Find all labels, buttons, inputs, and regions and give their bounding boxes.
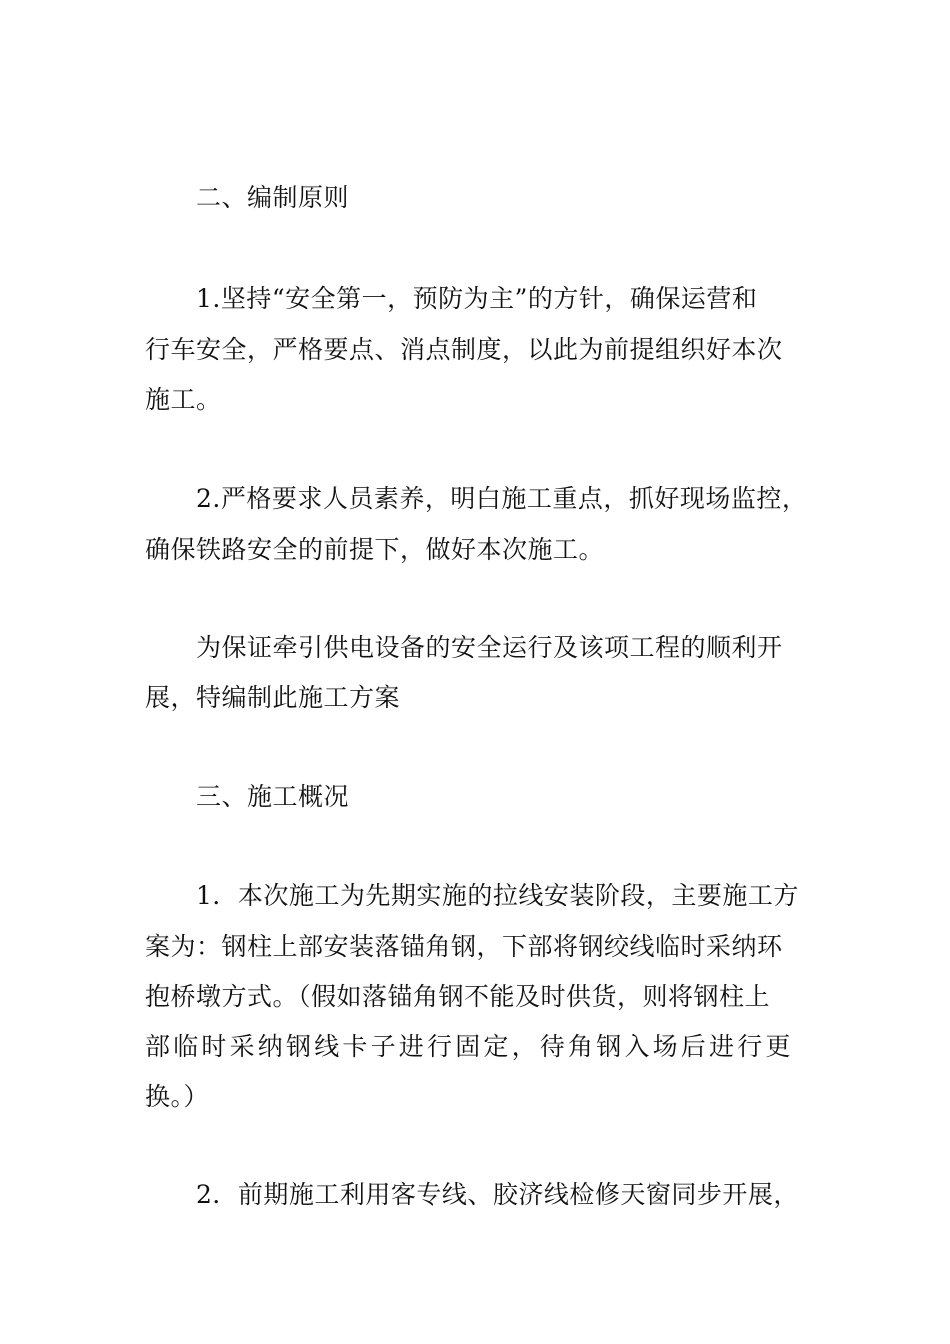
paragraph-line: 1.坚持“安全第一，预防为主”的方针，确保运营和 bbox=[196, 284, 758, 313]
paragraph-line: 1．本次施工为先期实施的拉线安装阶段，主要施工方 bbox=[196, 881, 799, 910]
section-heading-principles: 二、编制原则 bbox=[196, 183, 350, 212]
paragraph-line: 换。） bbox=[145, 1082, 210, 1111]
paragraph-line: 展，特编制此施工方案 bbox=[145, 683, 401, 712]
paragraph-line: 2．前期施工利用客专线、胶济线检修天窗同步开展， bbox=[196, 1180, 799, 1209]
paragraph-line: 施工。 bbox=[145, 385, 222, 414]
section-heading-overview: 三、施工概况 bbox=[196, 782, 350, 811]
paragraph-line: 抱桥墩方式。（假如落锚角钢不能及时供货，则将钢柱上 bbox=[145, 982, 771, 1011]
paragraph-line: 行车安全，严格要点、消点制度，以此为前提组织好本次 bbox=[145, 335, 783, 364]
paragraph-line: 案为：钢柱上部安装落锚角钢，下部将钢绞线临时采纳环 bbox=[145, 932, 783, 961]
paragraph-line: 部临时采纳钢线卡子进行固定，待角钢入场后进行更 bbox=[145, 1032, 794, 1061]
paragraph-line: 2.严格要求人员素养，明白施工重点，抓好现场监控， bbox=[196, 484, 808, 513]
paragraph-line: 确保铁路安全的前提下，做好本次施工。 bbox=[145, 535, 605, 564]
paragraph-line: 为保证牵引供电设备的安全运行及该项工程的顺利开 bbox=[196, 633, 783, 662]
